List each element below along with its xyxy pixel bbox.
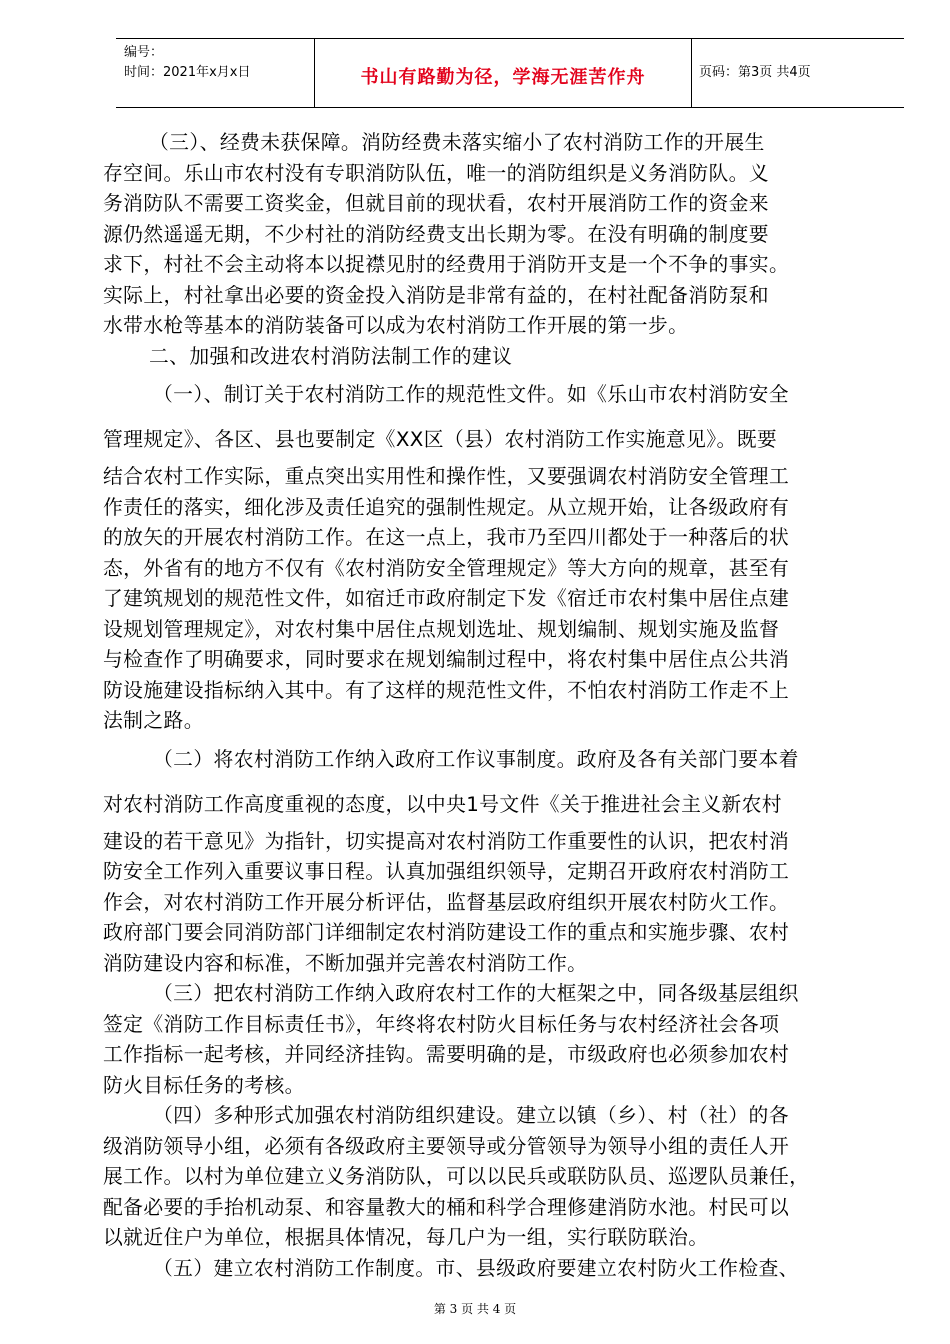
- document-number-label: 编号：: [124, 45, 164, 60]
- header-table: [116, 38, 904, 108]
- document-time-label: 时间：2021年x月x日: [124, 65, 251, 80]
- text-line: （二）将农村消防工作纳入政府工作议事制度。政府及各有关部门要本着: [153, 747, 799, 771]
- text-line: 级消防领导小组，必须有各级政府主要领导或分管领导为领导小组的责任人开: [103, 1134, 790, 1158]
- text-line: 以就近住户为单位，根据具体情况，每几户为一组，实行联防联治。: [103, 1226, 709, 1249]
- section-heading: 二、加强和改进农村消防法制工作的建议: [149, 344, 513, 368]
- text-line: （五）建立农村消防工作制度。市、县级政府要建立农村防火工作检查、: [153, 1256, 799, 1280]
- text-line: 管理规定》、各区、县也要制定《XX区（县）农村消防工作实施意见》。既要: [103, 428, 778, 451]
- text-line: 防火目标任务的考核。: [103, 1073, 305, 1097]
- text-line: 结合农村工作实际，重点突出实用性和操作性，又要强调农村消防安全管理工: [103, 465, 790, 488]
- text-line: 的放矢的开展农村消防工作。在这一点上，我市乃至四川都处于一种落后的状: [103, 526, 790, 549]
- text-line: 建设的若干意见》为指针，切实提高对农村消防工作重要性的认识，把农村消: [103, 829, 790, 853]
- text-line: （三）、经费未获保障。消防经费未落实缩小了农村消防工作的开展生: [149, 131, 765, 154]
- text-line: （一）、制订关于农村消防工作的规范性文件。如《乐山市农村消防安全: [153, 383, 789, 406]
- text-line: 对农村消防工作高度重视的态度，以中央1号文件《关于推进社会主义新农村: [103, 792, 782, 816]
- text-line: 水带水枪等基本的消防装备可以成为农村消防工作开展的第一步。: [103, 314, 689, 337]
- text-line: 源仍然遥遥无期，不少村社的消防经费支出长期为零。在没有明确的制度要: [103, 222, 769, 246]
- text-line: （四）多种形式加强农村消防组织建设。建立以镇（乡）、村（社）的各: [153, 1104, 789, 1127]
- text-line: 实际上，村社拿出必要的资金投入消防是非常有益的，在村社配备消防泵和: [103, 283, 769, 307]
- text-line: 态，外省有的地方不仅有《农村消防安全管理规定》等大方向的规章，甚至有: [103, 556, 790, 580]
- header-page-label: 页码：第3页 共4页: [699, 65, 811, 80]
- header-info-cell: [116, 39, 314, 107]
- text-line: 作责任的落实，细化涉及责任追究的强制性规定。从立规开始，让各级政府有: [103, 495, 790, 519]
- text-line: 求下，村社不会主动将本以捉襟见肘的经费用于消防开支是一个不争的事实。: [103, 253, 790, 276]
- text-line: 务消防队不需要工资奖金，但就目前的现状看，农村开展消防工作的资金来: [103, 192, 769, 215]
- text-line: 存空间。乐山市农村没有专职消防队伍，唯一的消防组织是义务消防队。义: [103, 161, 769, 185]
- page-footer: 第 3 页 共 4 页: [433, 1302, 517, 1316]
- text-line: 防安全工作列入重要议事日程。认真加强组织领导，定期召开政府农村消防工: [103, 860, 790, 883]
- text-line: 设规划管理规定》，对农村集中居住点规划选址、规划编制、规划实施及监督: [103, 617, 780, 641]
- header-page-cell: [691, 39, 904, 107]
- header-motto-cell: [314, 39, 692, 107]
- text-line: 作会，对农村消防工作开展分析评估，监督基层政府组织开展农村防火工作。: [103, 890, 790, 914]
- text-line: 法制之路。: [103, 709, 204, 732]
- text-line: 消防建设内容和标准，不断加强并完善农村消防工作。: [103, 951, 588, 975]
- text-line: 防设施建设指标纳入其中。有了这样的规范性文件，不怕农村消防工作走不上: [103, 678, 790, 702]
- text-line: 政府部门要会同消防部门详细制定农村消防建设工作的重点和实施步骤、农村: [103, 921, 790, 944]
- document-body: [103, 128, 939, 1284]
- text-line: 展工作。以村为单位建立义务消防队，可以以民兵或联防队员、巡逻队员兼任，: [103, 1165, 810, 1188]
- text-line: 了建筑规划的规范性文件，如宿迁市政府制定下发《宿迁市农村集中居住点建: [103, 587, 790, 610]
- text-line: 工作指标一起考核，并同经济挂钩。需要明确的是，市级政府也必须参加农村: [103, 1043, 790, 1066]
- text-line: 配备必要的手抬机动泵、和容量教大的桶和科学合理修建消防水池。村民可以: [103, 1195, 790, 1219]
- text-line: 与检查作了明确要求，同时要求在规划编制过程中，将农村集中居住点公共消: [103, 648, 790, 671]
- header-motto: 书山有路勤为径，学海无涯苦作舟: [360, 67, 646, 88]
- text-line: 签定《消防工作目标责任书》，年终将农村防火目标任务与农村经济社会各项: [103, 1012, 780, 1036]
- text-line: （三）把农村消防工作纳入政府农村工作的大框架之中，同各级基层组织: [153, 982, 799, 1005]
